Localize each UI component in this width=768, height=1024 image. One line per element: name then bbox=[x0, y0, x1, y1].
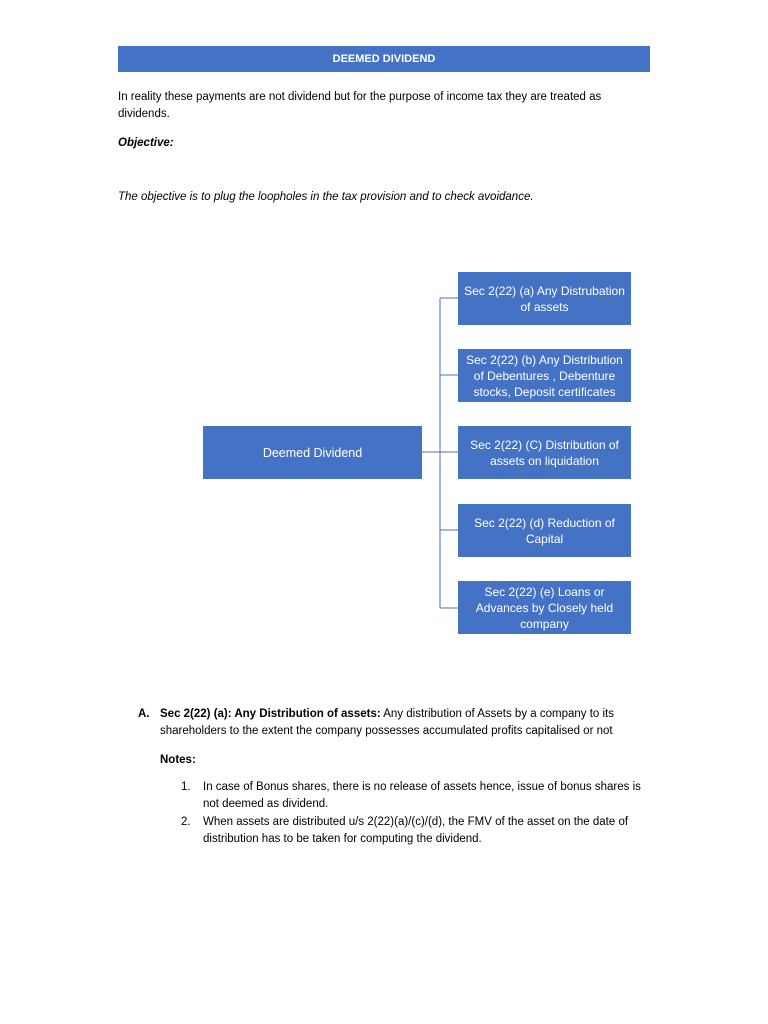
section-a-marker: A. bbox=[138, 708, 150, 720]
diagram-branch-box-a bbox=[458, 272, 631, 325]
objective-label: Objective: bbox=[118, 137, 174, 149]
notes-label: Notes: bbox=[160, 754, 196, 766]
page-title: DEEMED DIVIDEND bbox=[332, 53, 436, 65]
note-number: 1. bbox=[181, 781, 191, 793]
diagram-branch-box-e bbox=[458, 581, 631, 634]
diagram-branch-box-b bbox=[458, 349, 631, 402]
note-number: 2. bbox=[181, 816, 191, 828]
diagram-branch-label: Sec 2(22) (d) Reduction of Capital bbox=[474, 515, 615, 546]
section-a-text: Any distribution of Assets by a company to its shareholders to the extent the company possesses accumulated profits capitalised or not bbox=[160, 708, 615, 737]
diagram-branch-label: Sec 2(22) (e) Loans or Advances by Closely held company bbox=[475, 584, 614, 631]
section-a-heading: Sec 2(22) (a): Any Distribution of assets: bbox=[160, 708, 381, 720]
diagram-branch-label: Sec 2(22) (a) Any Distrubation of assets bbox=[464, 283, 625, 314]
note-text: In case of Bonus shares, there is no release of assets hence, issue of bonus shares is not deemed as dividend. bbox=[203, 781, 641, 810]
diagram-branch-label: Sec 2(22) (b) Any Distribution of Debentures , Debenture stocks, Deposit certificates bbox=[466, 352, 623, 399]
page-title-banner bbox=[118, 46, 650, 72]
note-text: When assets are distributed u/s 2(22)(a)/(c)/(d), the FMV of the asset on the date of distribution has to be taken for computing the dividend. bbox=[203, 816, 629, 845]
diagram-branch-box-c bbox=[458, 426, 631, 479]
diagram-root-box bbox=[203, 426, 422, 479]
intro-paragraph: In reality these payments are not dividend but for the purpose of income tax they are treated as dividends. bbox=[118, 91, 602, 120]
objective-text: The objective is to plug the loopholes in the tax provision and to check avoidance. bbox=[118, 191, 534, 203]
diagram-root-label: Deemed Dividend bbox=[262, 445, 363, 460]
section-a-paragraph bbox=[160, 706, 650, 740]
diagram-branch-label: Sec 2(22) (C) Distribution of assets on liquidation bbox=[470, 437, 619, 468]
diagram-branch-box-d bbox=[458, 504, 631, 557]
